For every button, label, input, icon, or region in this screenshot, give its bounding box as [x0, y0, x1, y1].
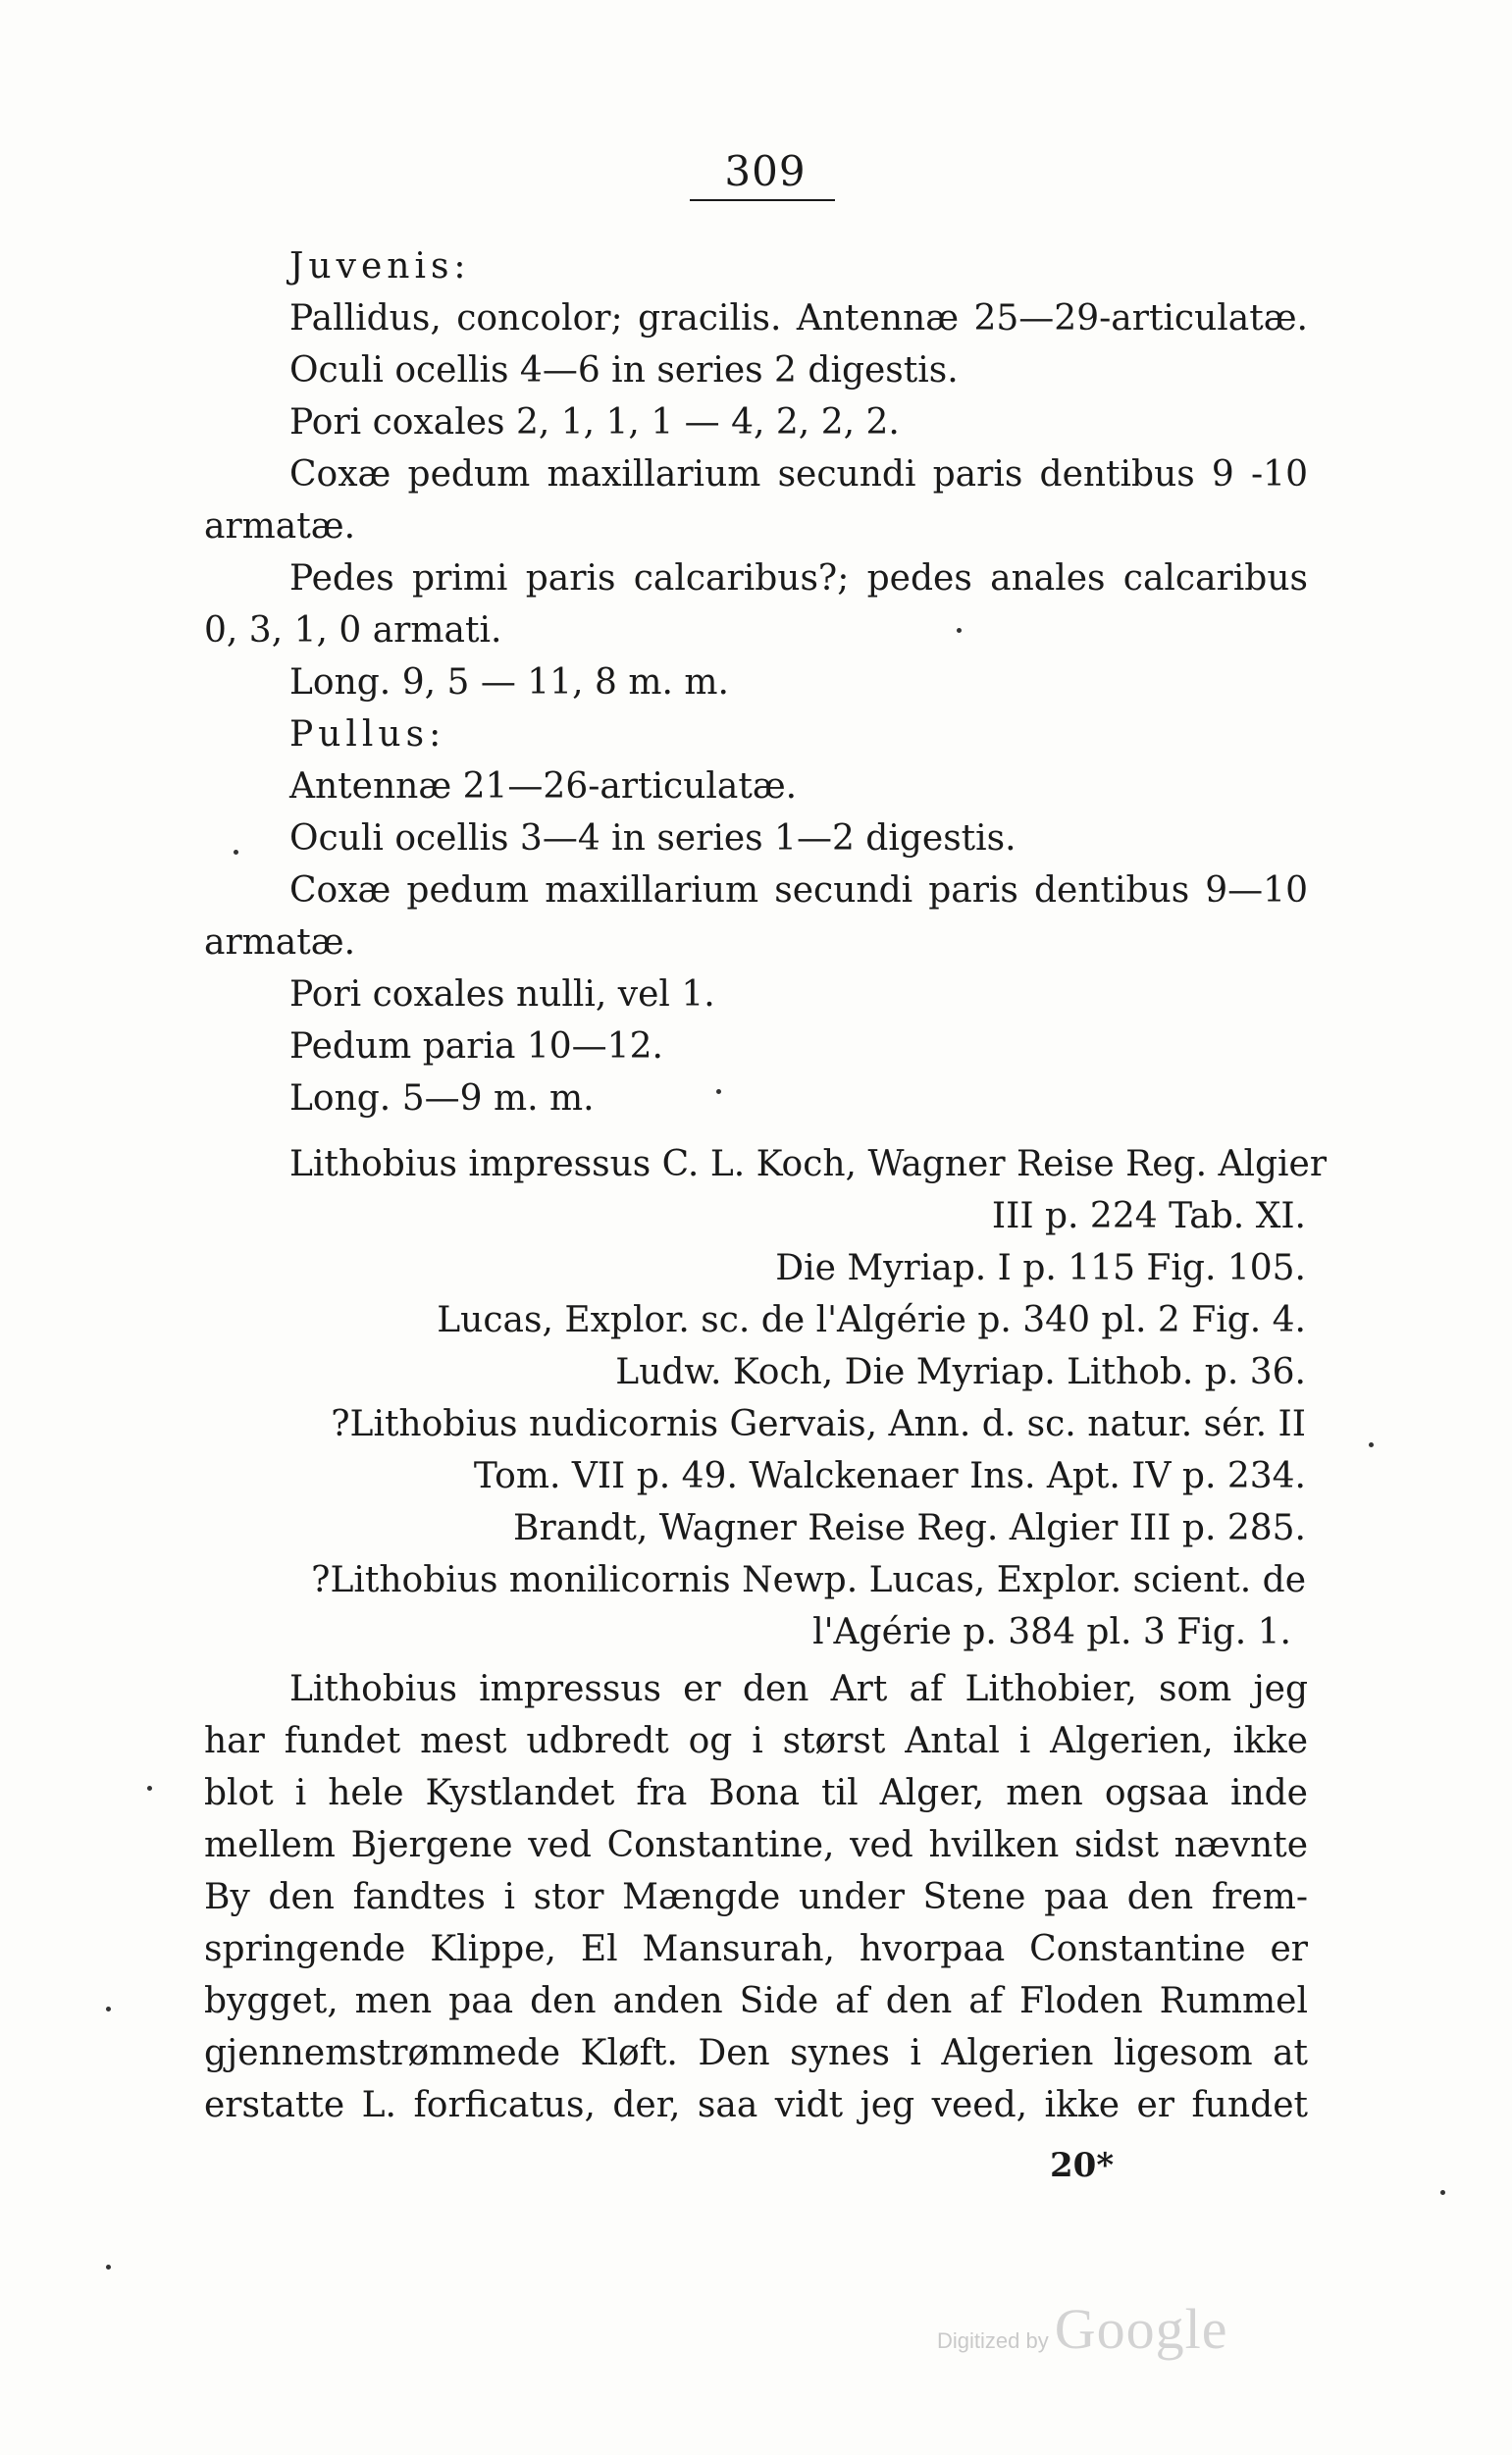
- juvenis-line: Coxæ pedum maxillarium secundi paris dentibus 9 -10: [289, 454, 1308, 495]
- paragraph-line: By den fandtes i stor Mængde under Stene paa den frem-: [204, 1877, 1308, 1917]
- pullus-line: Coxæ pedum maxillarium secundi paris dentibus 9—10: [289, 870, 1308, 911]
- juvenis-heading: Juvenis:: [289, 246, 471, 287]
- synonymy-line: Tom. VII p. 49. Walckenaer Ins. Apt. IV p. 234.: [473, 1456, 1306, 1496]
- synonymy-line: Lucas, Explor. sc. de l'Algérie p. 340 pl. 2 Fig. 4.: [437, 1300, 1306, 1340]
- print-speck: [147, 1786, 152, 1791]
- synonymy-line: ?Lithobius monilicornis Newp. Lucas, Explor. scient. de: [311, 1560, 1306, 1600]
- print-speck: [234, 850, 238, 855]
- pullus-line: Antennæ 21—26-articulatæ.: [289, 766, 798, 807]
- paragraph-line: bygget, men paa den anden Side af den af Floden Rummel: [204, 1981, 1308, 2021]
- synonymy-line: Brandt, Wagner Reise Reg. Algier III p. 285.: [513, 1508, 1306, 1548]
- juvenis-line: Oculi ocellis 4—6 in series 2 digestis.: [289, 350, 959, 391]
- paragraph-line: Lithobius impressus er den Art af Lithobier, som jeg: [289, 1669, 1308, 1709]
- print-speck: [106, 2007, 111, 2011]
- synonymy-line: III p. 224 Tab. XI.: [991, 1196, 1306, 1236]
- juvenis-line: Pori coxales 2, 1, 1, 1 — 4, 2, 2, 2.: [289, 402, 900, 443]
- print-speck: [957, 628, 962, 633]
- pullus-line: Pori coxales nulli, vel 1.: [289, 974, 715, 1015]
- juvenis-line: Long. 9, 5 — 11, 8 m. m.: [289, 662, 729, 703]
- paragraph-line: springende Klippe, El Mansurah, hvorpaa Constantine er: [204, 1929, 1308, 1969]
- watermark-small-text: Digitized by: [937, 2328, 1049, 2353]
- paragraph-line: blot i hele Kystlandet fra Bona til Alger, men ogsaa inde: [204, 1773, 1308, 1813]
- pullus-heading: Pullus:: [289, 714, 446, 755]
- print-speck: [1440, 2190, 1445, 2195]
- google-logo: Google: [1054, 2297, 1228, 2361]
- pullus-line: Long. 5—9 m. m.: [289, 1078, 595, 1119]
- pullus-line: Pedum paria 10—12.: [289, 1026, 663, 1067]
- juvenis-line: Pallidus, concolor; gracilis. Antennæ 25—29-articulatæ.: [289, 298, 1308, 339]
- synonymy-line: Die Myriap. I p. 115 Fig. 105.: [775, 1248, 1306, 1288]
- print-speck: [106, 2265, 111, 2270]
- print-speck: [716, 1089, 721, 1094]
- signature-mark: 20*: [1050, 2146, 1115, 2185]
- pullus-line: armatæ.: [204, 922, 356, 963]
- print-speck: [1369, 1442, 1374, 1447]
- synonymy-line: Ludw. Koch, Die Myriap. Lithob. p. 36.: [615, 1352, 1306, 1392]
- juvenis-line: 0, 3, 1, 0 armati.: [204, 610, 502, 651]
- synonymy-line: l'Agérie p. 384 pl. 3 Fig. 1.: [812, 1612, 1291, 1652]
- page-number: 309: [724, 147, 807, 195]
- synonymy-line: ?Lithobius nudicornis Gervais, Ann. d. sc. natur. sér. II: [331, 1404, 1306, 1444]
- paragraph-line: mellem Bjergene ved Constantine, ved hvilken sidst nævnte: [204, 1825, 1308, 1865]
- synonymy-line: Lithobius impressus C. L. Koch, Wagner Reise Reg. Algier: [289, 1144, 1328, 1184]
- page-number-rule: [690, 199, 835, 201]
- paragraph-line: gjennemstrømmede Kløft. Den synes i Algerien ligesom at: [204, 2033, 1308, 2073]
- pullus-line: Oculi ocellis 3—4 in series 1—2 digestis.: [289, 818, 1017, 859]
- digitized-watermark: [937, 2296, 1227, 2365]
- paragraph-line: har fundet mest udbredt og i størst Antal i Algerien, ikke: [204, 1721, 1308, 1761]
- juvenis-line: armatæ.: [204, 506, 356, 547]
- juvenis-line: Pedes primi paris calcaribus?; pedes anales calcaribus: [289, 558, 1308, 599]
- paragraph-line: erstatte L. forficatus, der, saa vidt jeg veed, ikke er fundet: [204, 2085, 1308, 2125]
